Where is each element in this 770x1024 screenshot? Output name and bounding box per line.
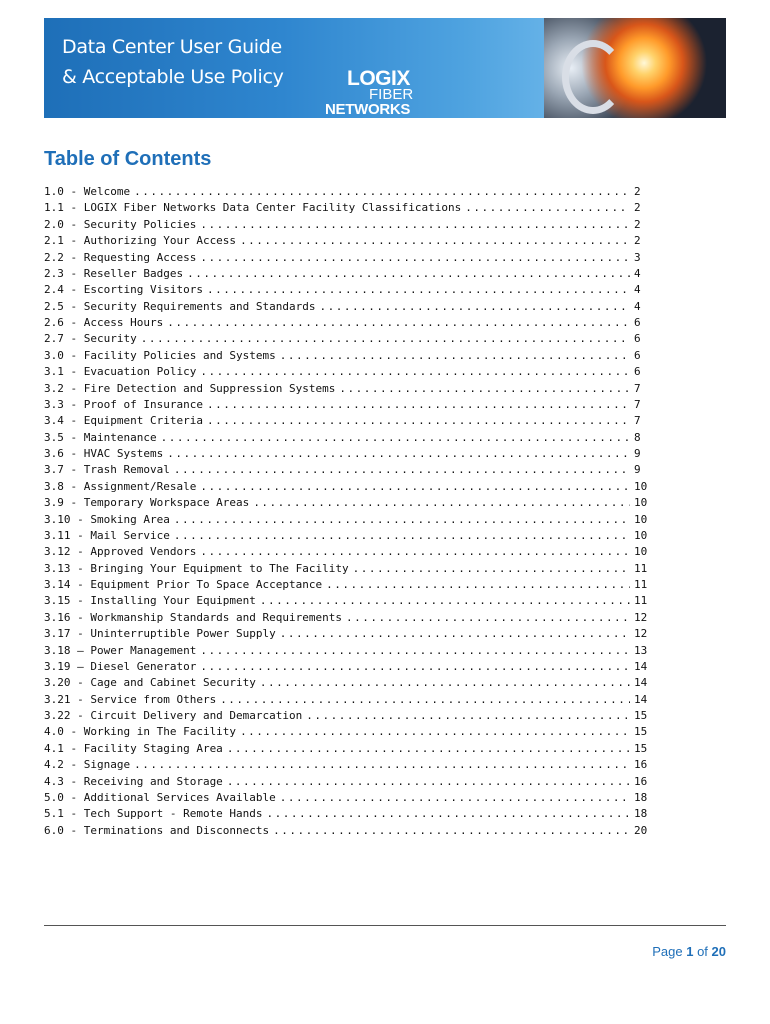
toc-entry-page: 20 — [634, 823, 648, 837]
toc-entry-title: 3.17 - Uninterruptible Power Supply — [44, 627, 276, 641]
toc-entry[interactable] — [44, 692, 650, 708]
toc-dot-leader — [200, 643, 630, 659]
toc-dot-leader — [306, 708, 630, 724]
logix-logo — [325, 62, 415, 118]
toc-entry[interactable] — [44, 790, 650, 806]
toc-entry[interactable] — [44, 823, 650, 839]
toc-entry-page: 14 — [634, 676, 648, 690]
toc-entry[interactable] — [44, 561, 650, 577]
toc-entry[interactable] — [44, 299, 650, 315]
toc-entry-title: 3.21 - Service from Others — [44, 692, 217, 706]
toc-entry-page: 8 — [634, 430, 641, 444]
toc-entry-title: 2.3 - Reseller Badges — [44, 266, 184, 280]
toc-entry-title: 3.15 - Installing Your Equipment — [44, 594, 256, 608]
toc-entry-page: 16 — [634, 774, 648, 788]
toc-entry[interactable] — [44, 233, 650, 249]
toc-dot-leader — [200, 544, 630, 560]
toc-entry-page: 10 — [634, 479, 648, 493]
toc-entry-page: 12 — [634, 610, 648, 624]
toc-entry[interactable] — [44, 577, 650, 593]
toc-entry-title: 3.7 - Trash Removal — [44, 463, 170, 477]
toc-entry[interactable] — [44, 446, 650, 462]
toc-entry-title: 3.19 – Diesel Generator — [44, 659, 197, 673]
toc-entry-title: 3.11 - Mail Service — [44, 528, 170, 542]
toc-entry[interactable] — [44, 643, 650, 659]
toc-entry-page: 14 — [634, 692, 648, 706]
toc-entry-page: 6 — [634, 365, 641, 379]
toc-dot-leader — [280, 790, 630, 806]
toc-entry-title: 3.1 - Evacuation Policy — [44, 365, 197, 379]
toc-entry[interactable] — [44, 528, 650, 544]
toc-entry[interactable] — [44, 806, 650, 822]
toc-entry-page: 15 — [634, 741, 648, 755]
current-page-number: 1 — [686, 944, 694, 959]
toc-entry-title: 3.12 - Approved Vendors — [44, 545, 197, 559]
toc-entry-page: 15 — [634, 725, 648, 739]
toc-entry-title: 1.0 - Welcome — [44, 185, 131, 198]
toc-entry[interactable] — [44, 413, 650, 429]
toc-entry-page: 10 — [634, 512, 648, 526]
toc-dot-leader — [174, 462, 630, 478]
toc-entry[interactable] — [44, 741, 650, 757]
toc-entry-title: 3.22 - Circuit Delivery and Demarcation — [44, 709, 303, 722]
toc-entry-page: 10 — [634, 496, 648, 510]
toc-entry[interactable] — [44, 397, 650, 413]
toc-entry[interactable] — [44, 708, 650, 724]
toc-entry-title: 3.8 - Assignment/Resale — [44, 479, 197, 493]
toc-entry-title: 2.1 - Authorizing Your Access — [44, 234, 237, 248]
toc-dot-leader — [227, 774, 630, 790]
toc-entry-page: 14 — [634, 659, 648, 673]
logo-text-fiber: FIBER — [369, 86, 414, 103]
toc-dot-leader — [220, 692, 630, 708]
title-line-2: & Acceptable Use Policy — [62, 66, 284, 88]
toc-entry[interactable] — [44, 462, 650, 478]
toc-heading: Table of Contents — [44, 148, 212, 170]
toc-entry-title: 4.2 - Signage — [44, 758, 131, 772]
toc-dot-leader — [339, 381, 630, 397]
toc-dot-leader — [207, 282, 630, 298]
toc-dot-leader — [200, 250, 630, 266]
toc-dot-leader — [253, 495, 630, 511]
toc-dot-leader — [260, 593, 630, 609]
toc-dot-leader — [200, 364, 630, 380]
toc-dot-leader — [187, 266, 630, 282]
toc-entry-title: 6.0 - Terminations and Disconnects — [44, 823, 270, 837]
toc-dot-leader — [273, 823, 630, 839]
toc-entry-page: 6 — [634, 332, 641, 346]
toc-dot-leader — [267, 806, 630, 822]
toc-entry[interactable] — [44, 184, 650, 200]
toc-entry[interactable] — [44, 364, 650, 380]
toc-dot-leader — [326, 577, 630, 593]
toc-entry-title: 3.9 - Temporary Workspace Areas — [44, 496, 250, 510]
toc-entry-page: 10 — [634, 545, 648, 559]
toc-entry-page: 2 — [634, 234, 641, 248]
toc-dot-leader — [320, 299, 630, 315]
toc-dot-leader — [227, 741, 630, 757]
toc-dot-leader — [161, 430, 630, 446]
toc-entry-title: 5.1 - Tech Support - Remote Hands — [44, 807, 263, 821]
toc-entry-title: 4.1 - Facility Staging Area — [44, 741, 223, 755]
toc-entry-title: 4.3 - Receiving and Storage — [44, 774, 223, 788]
toc-entry[interactable] — [44, 757, 650, 773]
fiber-optic-image — [544, 18, 726, 118]
toc-entry-page: 2 — [634, 217, 641, 231]
toc-entry-page: 2 — [634, 201, 641, 215]
toc-entry[interactable] — [44, 659, 650, 675]
toc-dot-leader — [280, 348, 630, 364]
toc-entry-page: 16 — [634, 758, 648, 772]
toc-dot-leader — [260, 675, 630, 691]
toc-entry[interactable] — [44, 774, 650, 790]
of-word: of — [697, 944, 708, 959]
header-banner — [44, 18, 726, 118]
toc-dot-leader — [353, 561, 630, 577]
toc-dot-leader — [280, 626, 630, 642]
toc-entry-page: 6 — [634, 348, 641, 362]
toc-dot-leader — [134, 184, 630, 200]
toc-entry-title: 1.1 - LOGIX Fiber Networks Data Center Facility Classifications — [44, 201, 462, 215]
toc-entry-page: 18 — [634, 807, 648, 821]
toc-entry-page: 7 — [634, 414, 641, 428]
toc-entry-page: 11 — [634, 594, 648, 608]
toc-entry-title: 3.16 - Workmanship Standards and Requirements — [44, 610, 343, 624]
total-pages-number: 20 — [711, 944, 726, 959]
toc-entry-title: 3.6 - HVAC Systems — [44, 447, 164, 460]
toc-entry-title: 3.2 - Fire Detection and Suppression Systems — [44, 381, 336, 395]
toc-entry-title: 3.14 - Equipment Prior To Space Acceptance — [44, 578, 323, 591]
toc-entry[interactable] — [44, 675, 650, 691]
toc-entry[interactable] — [44, 610, 650, 626]
toc-dot-leader — [200, 659, 630, 675]
toc-entry-title: 2.5 - Security Requirements and Standards — [44, 299, 316, 313]
toc-entry-title: 3.18 – Power Management — [44, 643, 197, 657]
footer-divider — [44, 925, 726, 926]
toc-entry-title: 3.13 - Bringing Your Equipment to The Facility — [44, 561, 349, 575]
toc-entry-title: 2.7 - Security — [44, 332, 137, 346]
cable-ring-shape — [562, 40, 624, 114]
toc-dot-leader — [200, 217, 630, 233]
toc-entry-title: 3.0 - Facility Policies and Systems — [44, 348, 276, 362]
toc-entry-page: 9 — [634, 463, 641, 477]
toc-entry-title: 4.0 - Working in The Facility — [44, 725, 237, 739]
toc-entry-title: 3.3 - Proof of Insurance — [44, 397, 203, 411]
toc-entry[interactable] — [44, 250, 650, 266]
toc-entry[interactable] — [44, 217, 650, 233]
toc-entry-title: 2.4 - Escorting Visitors — [44, 283, 203, 297]
toc-entry[interactable] — [44, 430, 650, 446]
toc-entry-title: 3.20 - Cage and Cabinet Security — [44, 676, 256, 690]
toc-entry[interactable] — [44, 512, 650, 528]
toc-dot-leader — [174, 512, 630, 528]
toc-entry-page: 6 — [634, 316, 641, 329]
toc-entry[interactable] — [44, 200, 650, 216]
toc-dot-leader — [200, 479, 630, 495]
toc-entry-page: 2 — [634, 185, 641, 198]
toc-entry[interactable] — [44, 544, 650, 560]
toc-entry-page: 15 — [634, 709, 648, 722]
toc-list — [44, 184, 650, 839]
toc-dot-leader — [174, 528, 630, 544]
toc-entry-title: 3.5 - Maintenance — [44, 430, 157, 444]
toc-entry-title: 3.10 - Smoking Area — [44, 512, 170, 526]
toc-entry[interactable] — [44, 315, 650, 331]
toc-dot-leader — [167, 315, 630, 331]
toc-entry-title: 2.0 - Security Policies — [44, 217, 197, 231]
toc-entry-title: 5.0 - Additional Services Available — [44, 790, 276, 804]
toc-dot-leader — [134, 757, 630, 773]
toc-entry[interactable] — [44, 479, 650, 495]
toc-entry-page: 11 — [634, 578, 648, 591]
toc-entry-title: 3.4 - Equipment Criteria — [44, 414, 203, 428]
toc-entry-page: 18 — [634, 790, 648, 804]
toc-dot-leader — [141, 331, 630, 347]
toc-entry[interactable] — [44, 593, 650, 609]
toc-entry-page: 10 — [634, 528, 648, 542]
toc-entry[interactable] — [44, 381, 650, 397]
toc-dot-leader — [207, 397, 630, 413]
logo-text-logix: LOGIX — [347, 67, 410, 90]
toc-entry-page: 7 — [634, 397, 641, 411]
toc-entry-page: 12 — [634, 627, 648, 641]
page-indicator — [652, 944, 726, 959]
page-word: Page — [652, 944, 683, 959]
toc-entry-page: 7 — [634, 381, 641, 395]
toc-entry-page: 4 — [634, 299, 641, 313]
toc-entry-page: 13 — [634, 643, 648, 657]
toc-dot-leader — [240, 233, 630, 249]
toc-entry[interactable] — [44, 495, 650, 511]
logo-text-networks: NETWORKS — [325, 101, 411, 118]
toc-dot-leader — [167, 446, 630, 462]
toc-entry-title: 2.2 - Requesting Access — [44, 250, 197, 264]
toc-entry-title: 2.6 - Access Hours — [44, 316, 164, 329]
toc-dot-leader — [465, 200, 630, 216]
title-line-1: Data Center User Guide — [62, 36, 282, 58]
toc-entry-page: 11 — [634, 561, 648, 575]
toc-entry[interactable] — [44, 724, 650, 740]
toc-entry-page: 3 — [634, 250, 641, 264]
toc-dot-leader — [240, 724, 630, 740]
toc-entry[interactable] — [44, 266, 650, 282]
toc-dot-leader — [346, 610, 630, 626]
toc-entry[interactable] — [44, 348, 650, 364]
document-title — [62, 32, 284, 92]
toc-dot-leader — [207, 413, 630, 429]
toc-entry-page: 9 — [634, 447, 641, 460]
toc-entry-page: 4 — [634, 266, 641, 280]
toc-entry[interactable] — [44, 331, 650, 347]
toc-entry-page: 4 — [634, 283, 641, 297]
toc-entry[interactable] — [44, 626, 650, 642]
toc-entry[interactable] — [44, 282, 650, 298]
